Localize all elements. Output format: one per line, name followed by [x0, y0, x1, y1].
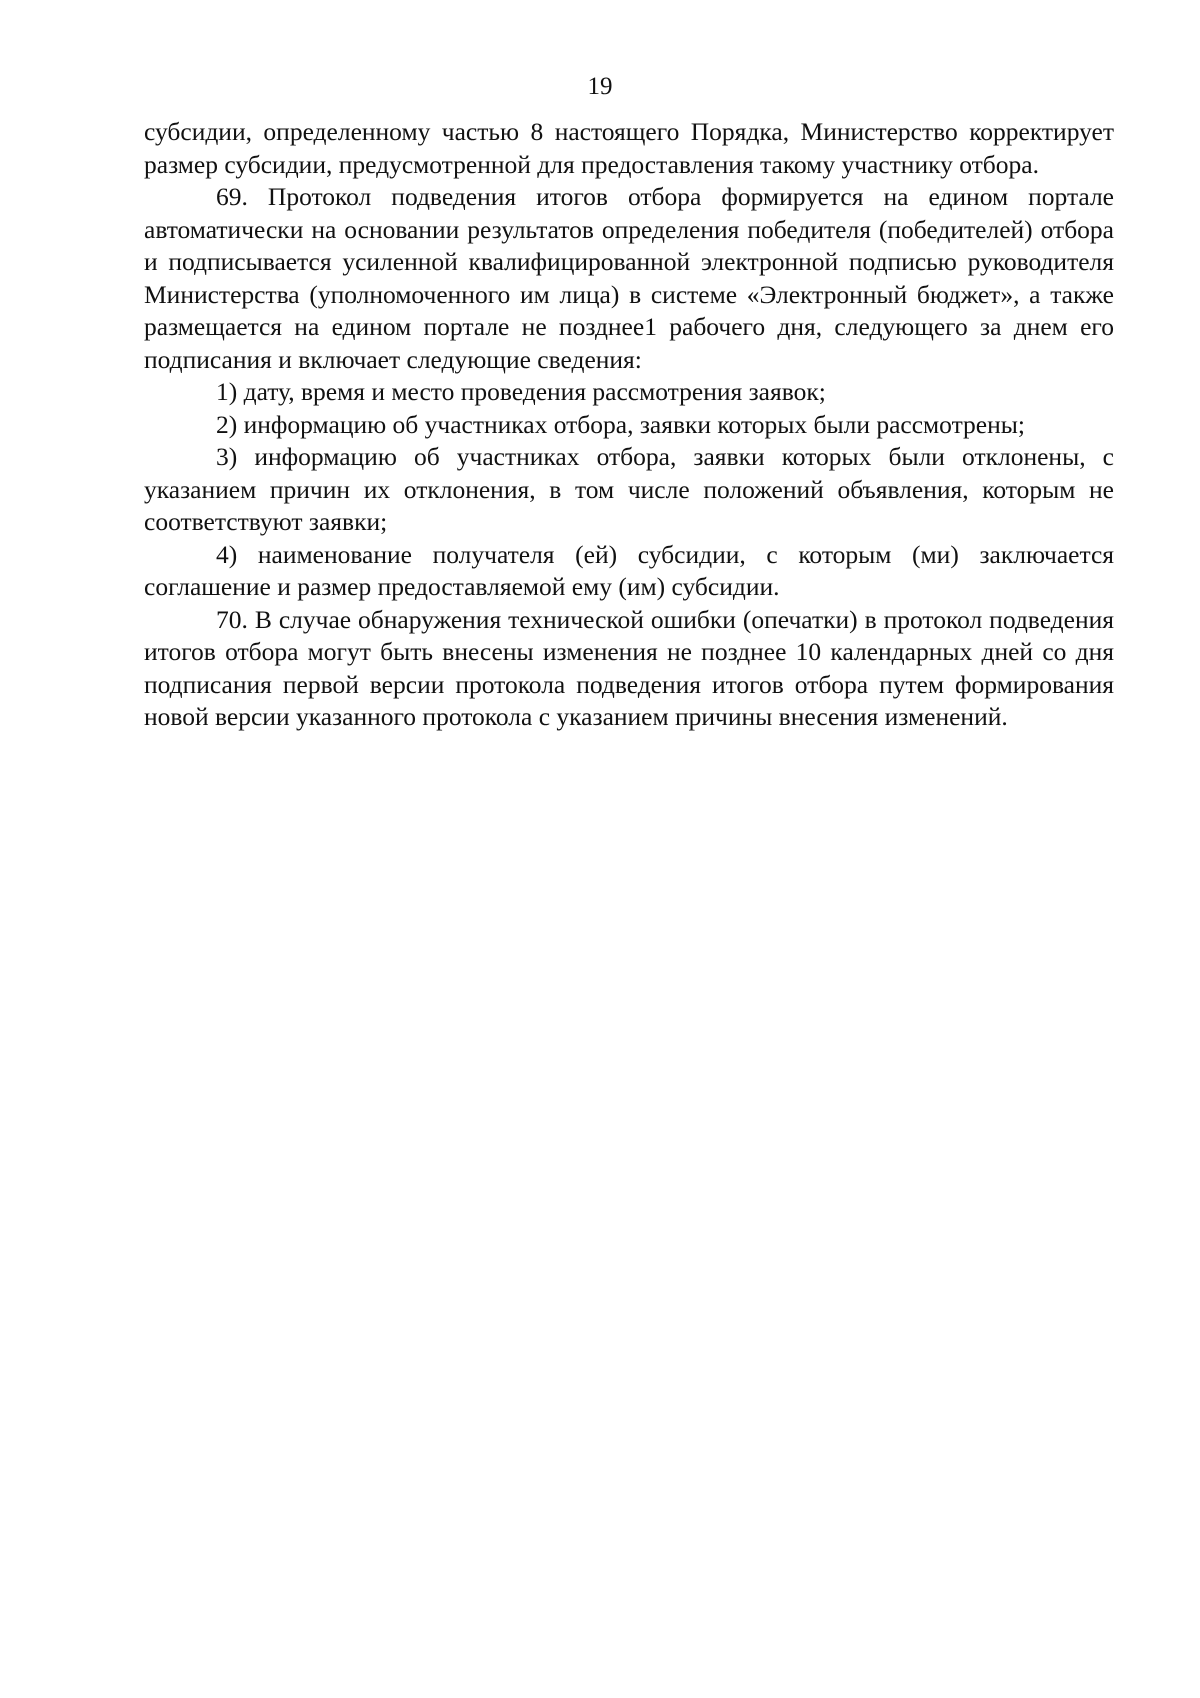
list-item-1: 1) дату, время и место проведения рассмотрения заявок;: [216, 377, 826, 406]
page-number: 19: [587, 73, 613, 100]
list-item-2: 2) информацию об участниках отбора, заявки которых были рассмотрены;: [216, 409, 1025, 439]
paragraph-clause-69: 69. Протокол подведения итогов отбора формируется на едином портале автоматически на основании результатов определения победителя (победителей) отбора и подписывается усиленной квалифицированной электронной подписью руководителя Министерства (уполномоченного им лица) в системе «Электронный бюджет», а также размещается на едином портале не позднее1 рабочего дня, следующего за днем его подписания и включает следующие сведения:: [144, 182, 1114, 374]
paragraph-clause-70: 70. В случае обнаружения технической ошибки (опечатки) в протокол подведения итогов отбора могут быть внесены изменения не позднее 10 календарных дней со дня подписания первой версии протокола подведения итогов отбора путем формирования новой версии указанного протокола с указанием причины внесения изменений.: [144, 604, 1114, 731]
document-body: [144, 116, 1114, 734]
list-item-4: 4) наименование получателя (ей) субсидии, с которым (ми) заключается соглашение и размер предоставляемой ему (им) субсидии.: [144, 539, 1114, 601]
paragraph-continuation: субсидии, определенному частью 8 настоящего Порядка, Министерство корректирует размер субсидии, предусмотренной для предоставления такому участнику отбора.: [144, 117, 1114, 179]
list-item-3: 3) информацию об участниках отбора, заявки которых были отклонены, с указанием причин их отклонения, в том числе положений объявления, которым не соответствуют заявки;: [144, 442, 1114, 536]
